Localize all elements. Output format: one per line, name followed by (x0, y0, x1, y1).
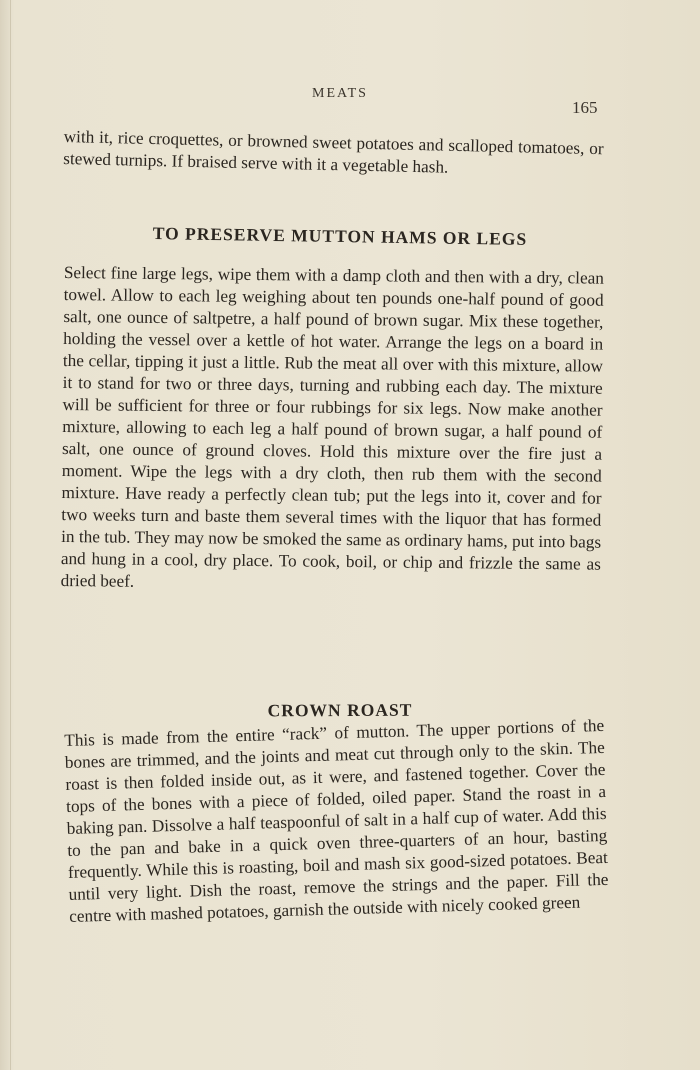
crown-roast-text: This is made from the entire “rack” of mutton. The upper portions of the bones are trimmed, and the joints and meat cut through only to the skin. The roast is then folded inside out, as it were, and fastened together. Cover the tops of the bones with a piece of folded, oiled paper. Stand the roast in a baking pan. Dissolve a half teaspoonful of salt in a half cup of water. Add this to the pan and bake in a quick oven three-quarters of an hour, basting frequently. While this is roasting, boil and mash six good-sized potatoes. Beat until very light. Dish the roast, remove the strings and the paper. Fill the centre with mashed potatoes, garnish the outside with nicely cooked green (64, 715, 609, 926)
running-head: MEATS (312, 86, 368, 101)
continuation-paragraph (63, 126, 604, 182)
section-body-crown-roast (64, 715, 609, 928)
continuation-text: with it, rice croquettes, or browned sweet potatoes and scalloped tomatoes, or stewed turnips. If braised serve with it a vegetable hash. (63, 126, 604, 177)
section-body-preserve-mutton (61, 262, 604, 598)
preserve-mutton-text: Select fine large legs, wipe them with a damp cloth and then with a dry, clean towel. Allow to each leg weighing about ten pounds one-half pound of good salt, one ounce of saltpetre, a half pound of brown sugar. Mix these together, holding the vessel over a kettle of hot water. Arrange the legs on a board in the cellar, tipping it just a little. Rub the meat all over with this mixture, allow it to stand for two or three days, turning and rubbing each day. The mixture will be sufficient for three or four rubbings for six legs. Now make another mixture, allowing to each leg a half pound of brown sugar, a half pound of salt, one ounce of ground cloves. Hold this mixture over the fire just a moment. Wipe the legs with a dry cloth, then rub them with the second mixture. Have ready a perfectly clean tub; put the legs into it, cover and for two weeks turn and baste them several times with the liquor that has formed in the tub. They may now be smoked the same as ordinary hams, put into bags and hung in a cool, dry place. To cook, boil, or chip and frizzle the same as dried beef. (60, 262, 604, 591)
page-number: 165 (572, 98, 598, 117)
page-gutter-edge (10, 0, 11, 1070)
section-heading-crown-roast: CROWN ROAST (267, 699, 413, 721)
section-heading-preserve-mutton: TO PRESERVE MUTTON HAMS OR LEGS (152, 223, 528, 249)
